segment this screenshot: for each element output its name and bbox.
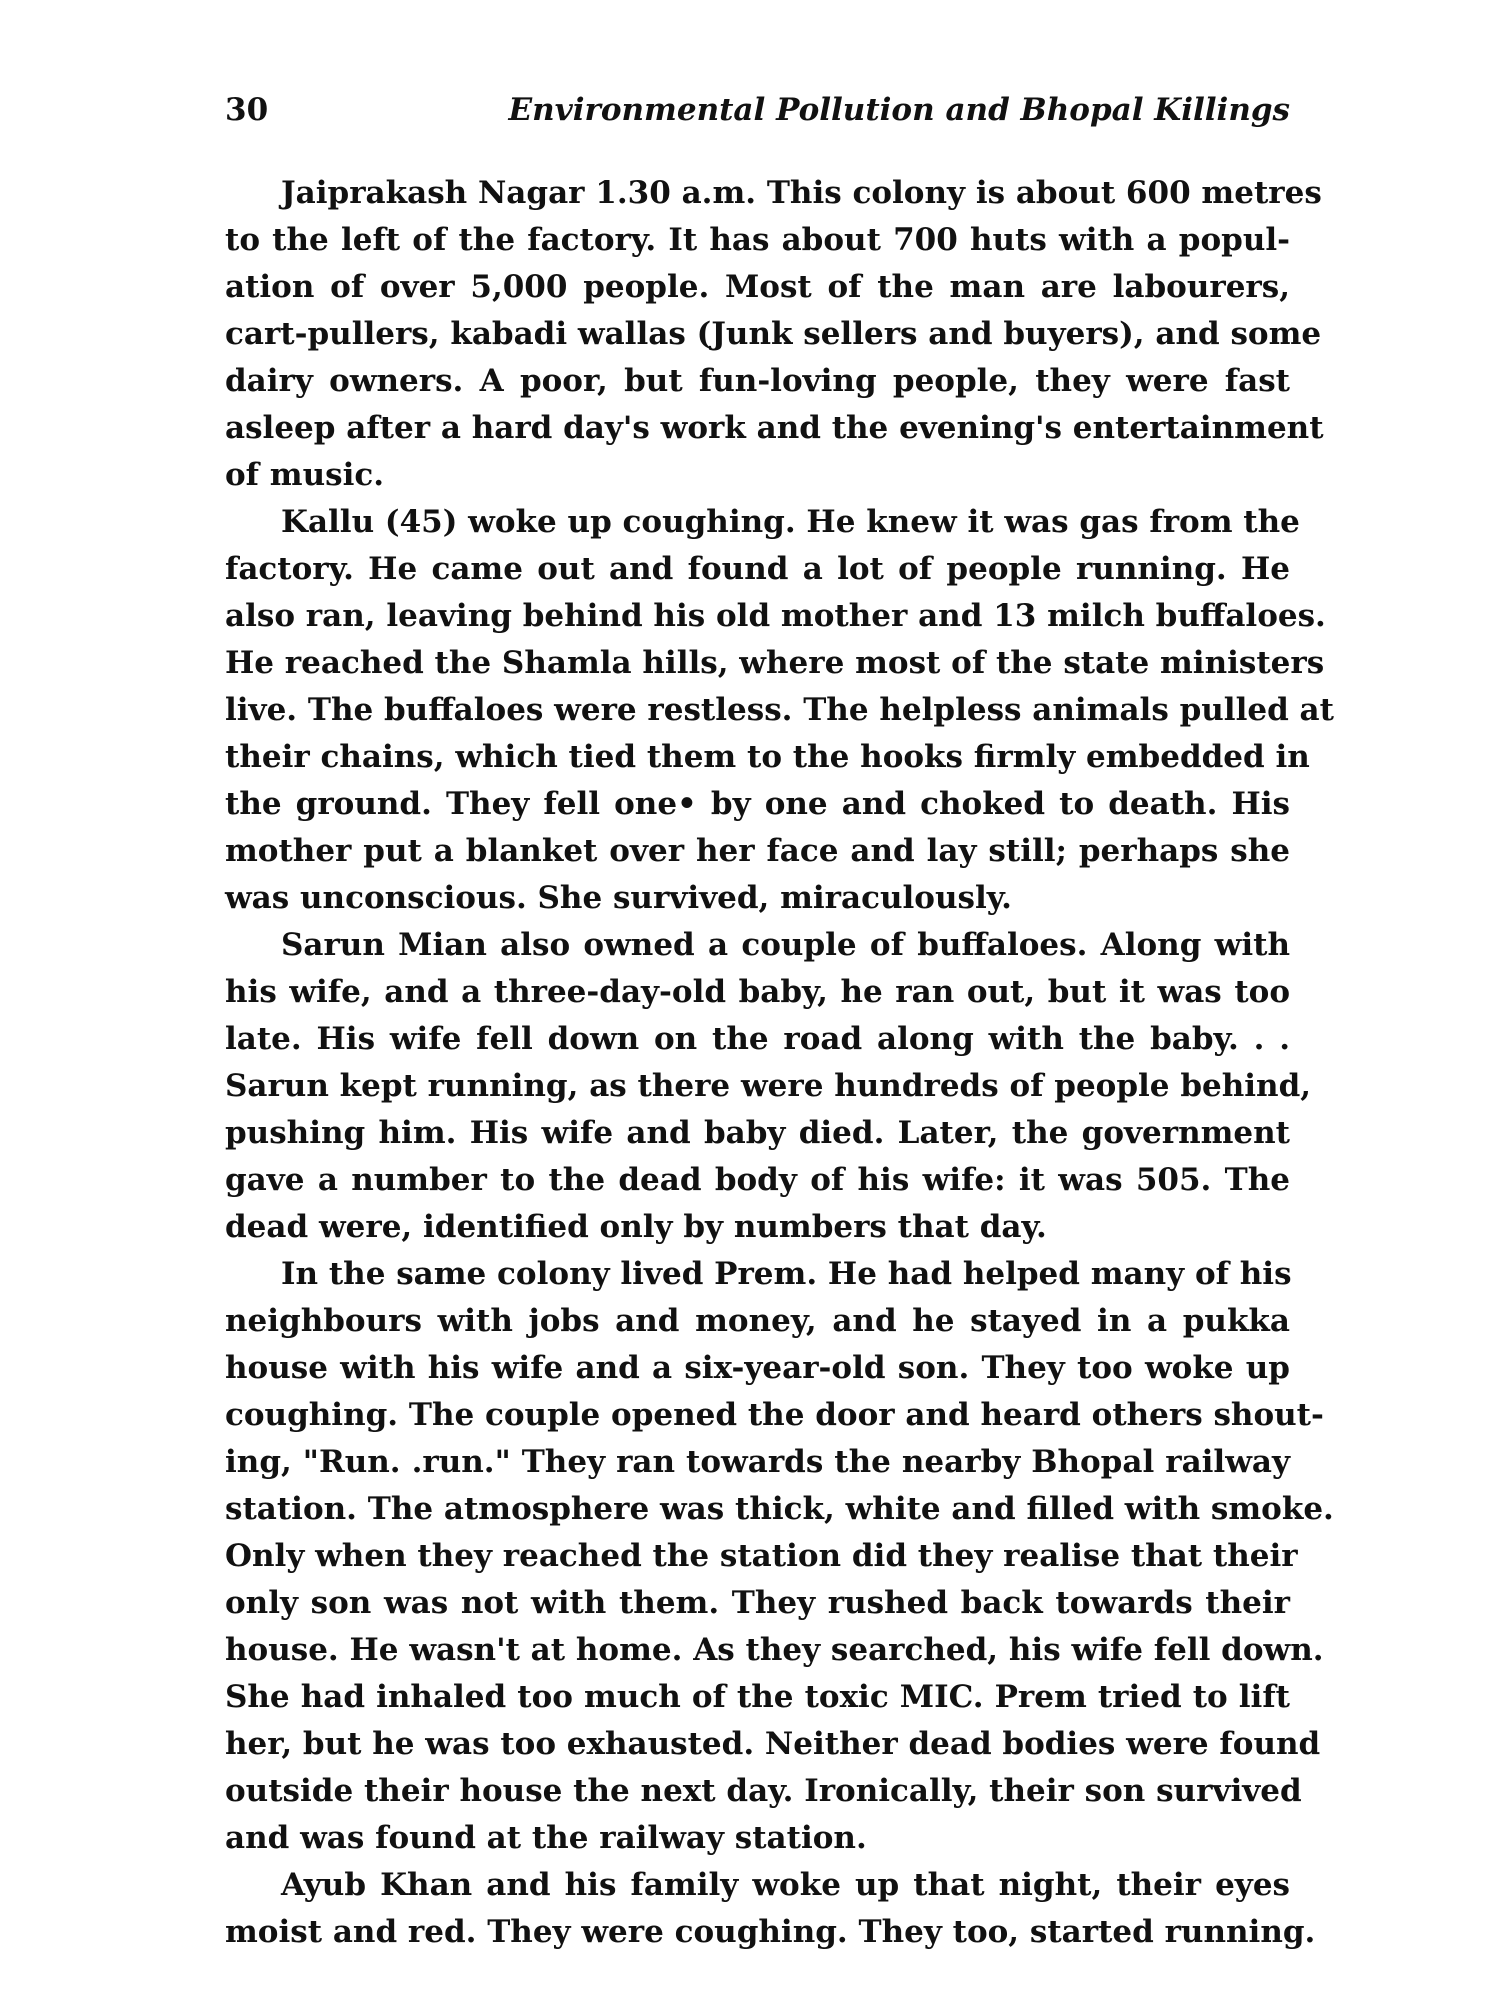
page-header — [225, 88, 1290, 132]
text-line: dairy owners. A poor, but fun-loving people, they were fast — [225, 363, 1290, 399]
text-line: He reached the Shamla hills, where most of the state ministers — [225, 645, 1325, 681]
body-text — [225, 170, 1334, 1956]
text-line: asleep after a hard day's work and the evening's entertainment — [225, 410, 1324, 446]
text-line: factory. He came out and found a lot of people running. He — [225, 551, 1290, 587]
running-title: Environmental Pollution and Bhopal Killings — [508, 92, 1290, 128]
text-line: In the same colony lived Prem. He had helped many of his — [281, 1256, 1292, 1292]
text-line: their chains, which tied them to the hooks firmly embedded in — [225, 739, 1310, 775]
text-line: Sarun Mian also owned a couple of buffaloes. Along with — [281, 927, 1290, 963]
text-line: house. He wasn't at home. As they searched, his wife fell down. — [225, 1632, 1324, 1668]
text-line: the ground. They fell one• by one and choked to death. His — [225, 786, 1290, 822]
text-line: ing, "Run. .run." They ran towards the nearby Bhopal railway — [225, 1444, 1290, 1480]
page-number: 30 — [225, 92, 269, 128]
text-line: Jaiprakash Nagar 1.30 a.m. This colony is about 600 metres — [281, 175, 1322, 211]
text-line: dead were, identified only by numbers that day. — [225, 1209, 1047, 1245]
text-line: neighbours with jobs and money, and he stayed in a pukka — [225, 1303, 1290, 1339]
text-line: also ran, leaving behind his old mother and 13 milch buffaloes. — [225, 598, 1326, 634]
text-line: only son was not with them. They rushed back towards their — [225, 1585, 1290, 1621]
text-line: mother put a blanket over her face and lay still; perhaps she — [225, 833, 1290, 869]
text-line: station. The atmosphere was thick, white and filled with smoke. — [225, 1491, 1334, 1527]
text-line: his wife, and a three-day-old baby, he ran out, but it was too — [225, 974, 1290, 1010]
text-line: of music. — [225, 457, 385, 493]
text-line: her, but he was too exhausted. Neither dead bodies were found — [225, 1726, 1321, 1762]
text-line: She had inhaled too much of the toxic MIC. Prem tried to lift — [225, 1679, 1290, 1715]
text-line: coughing. The couple opened the door and heard others shout- — [225, 1397, 1324, 1433]
text-line: and was found at the railway station. — [225, 1820, 867, 1856]
text-line: Sarun kept running, as there were hundreds of people behind, — [225, 1068, 1312, 1104]
text-line: late. His wife fell down on the road along with the baby. . . — [225, 1021, 1290, 1057]
text-line: Only when they reached the station did they realise that their — [225, 1538, 1298, 1574]
text-line: was unconscious. She survived, miraculously. — [225, 880, 1012, 916]
text-line: house with his wife and a six-year-old son. They too woke up — [225, 1350, 1290, 1386]
text-line: ation of over 5,000 people. Most of the man are labourers, — [225, 269, 1290, 305]
text-line: pushing him. His wife and baby died. Later, the government — [225, 1115, 1290, 1151]
text-line: Ayub Khan and his family woke up that night, their eyes — [281, 1867, 1290, 1903]
text-line: live. The buffaloes were restless. The helpless animals pulled at — [225, 692, 1334, 728]
text-line: gave a number to the dead body of his wife: it was 505. The — [225, 1162, 1290, 1198]
text-line: moist and red. They were coughing. They too, started running. — [225, 1914, 1316, 1950]
text-line: to the left of the factory. It has about 700 huts with a popul- — [225, 222, 1290, 258]
text-line: Kallu (45) woke up coughing. He knew it was gas from the — [281, 504, 1300, 540]
text-line: outside their house the next day. Ironically, their son survived — [225, 1773, 1302, 1809]
text-line: cart-pullers, kabadi wallas (Junk sellers and buyers), and some — [225, 316, 1322, 352]
